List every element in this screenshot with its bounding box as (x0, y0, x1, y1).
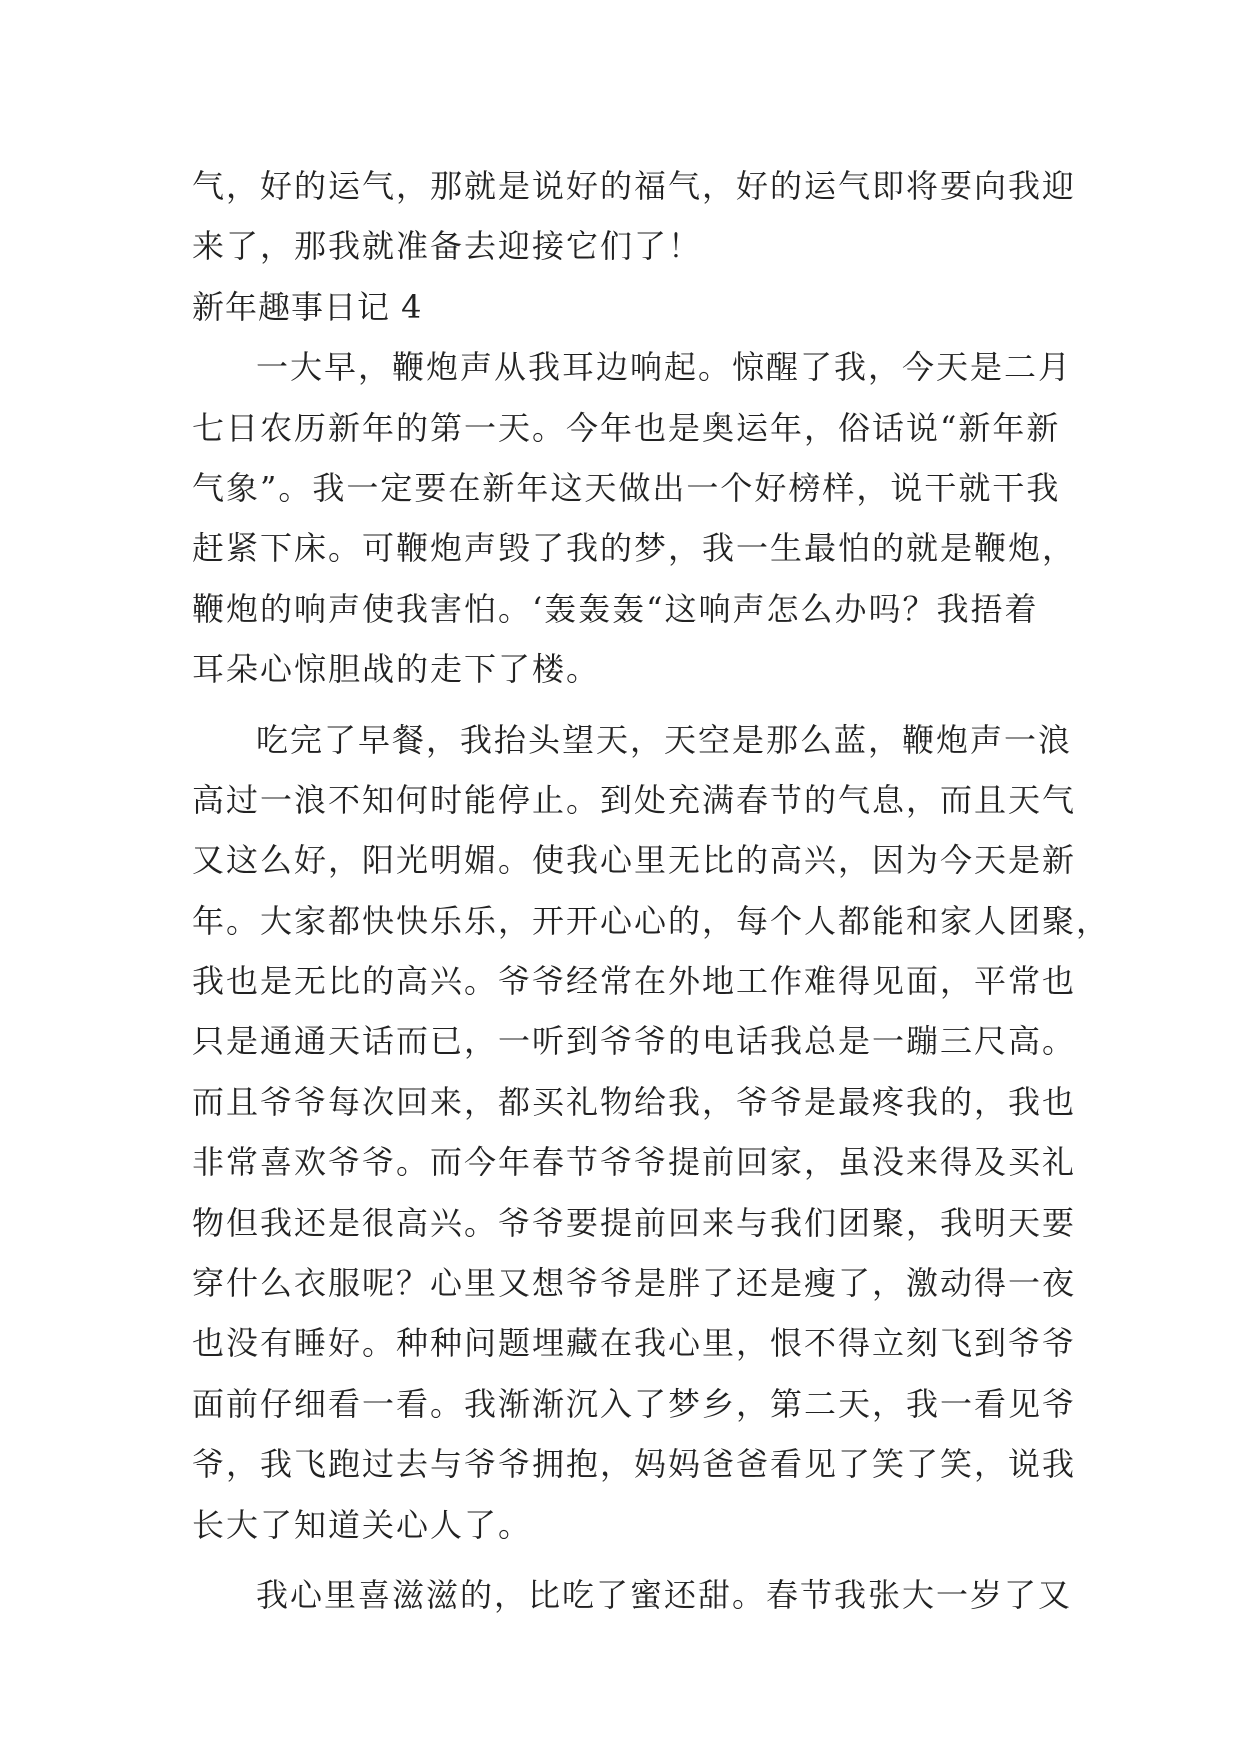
text-line: 气象”。我一定要在新年这天做出一个好榜样，说干就干我 (192, 468, 1061, 507)
text-line: 来了，那我就准备去迎接它们了！ (192, 227, 703, 266)
text-line: 一大早，鞭炮声从我耳边响起。惊醒了我，今天是二月 (256, 348, 1073, 387)
text-line: 又这么好，阳光明媚。使我心里无比的高兴，因为今天是新 (192, 841, 1077, 880)
text-line: 长大了知道关心人了。 (192, 1505, 533, 1544)
document-body (192, 156, 1111, 1625)
text-line: 高过一浪不知何时能停止。到处充满春节的气息，而且天气 (192, 780, 1077, 819)
text-line: 赶紧下床。可鞭炮声毁了我的梦，我一生最怕的就是鞭炮， (192, 529, 1077, 568)
text-line: 物但我还是很高兴。爷爷要提前回来与我们团聚，我明天要 (192, 1203, 1077, 1242)
text-line: 鞭炮的响声使我害怕。‘轰轰轰“这响声怎么办吗？我捂着 (192, 589, 1039, 628)
text-line: 七日农历新年的第一天。今年也是奥运年，俗话说“新年新 (192, 408, 1061, 447)
text-line: 年。大家都快快乐乐，开开心心的，每个人都能和家人团聚， (192, 901, 1111, 940)
text-line: 面前仔细看一看。我渐渐沉入了梦乡，第二天，我一看见爷 (192, 1384, 1077, 1423)
text-line: 穿什么衣服呢？心里又想爷爷是胖了还是瘦了，激动得一夜 (192, 1264, 1077, 1303)
text-line: 气，好的运气，那就是说好的福气，好的运气即将要向我迎 (192, 167, 1077, 205)
text-line: 爷，我飞跑过去与爷爷拥抱，妈妈爸爸看见了笑了笑，说我 (192, 1445, 1077, 1484)
text-line: 吃完了早餐，我抬头望天，天空是那么蓝，鞭炮声一浪 (256, 720, 1073, 759)
text-line: 只是通通天话而已，一听到爷爷的电话我总是一蹦三尺高。 (192, 1022, 1077, 1061)
text-line: 我也是无比的高兴。爷爷经常在外地工作难得见面，平常也 (192, 962, 1077, 1001)
paragraph-2 (192, 710, 1111, 1555)
paragraph-3 (192, 1565, 1092, 1625)
paragraph-1 (192, 337, 1092, 699)
text-line: 而且爷爷每次回来，都买礼物给我，爷爷是最疼我的，我也 (192, 1082, 1077, 1121)
text-line: 也没有睡好。种种问题埋藏在我心里，恨不得立刻飞到爷爷 (192, 1324, 1077, 1363)
text-line: 耳朵心惊胆战的走下了楼。 (192, 650, 601, 689)
section-heading: 新年趣事日记 4 (192, 287, 423, 326)
continued-paragraph (192, 156, 1092, 277)
text-line: 非常喜欢爷爷。而今年春节爷爷提前回家，虽没来得及买礼 (192, 1143, 1077, 1182)
text-line: 我心里喜滋滋的，比吃了蜜还甜。春节我张大一岁了又 (256, 1575, 1073, 1614)
